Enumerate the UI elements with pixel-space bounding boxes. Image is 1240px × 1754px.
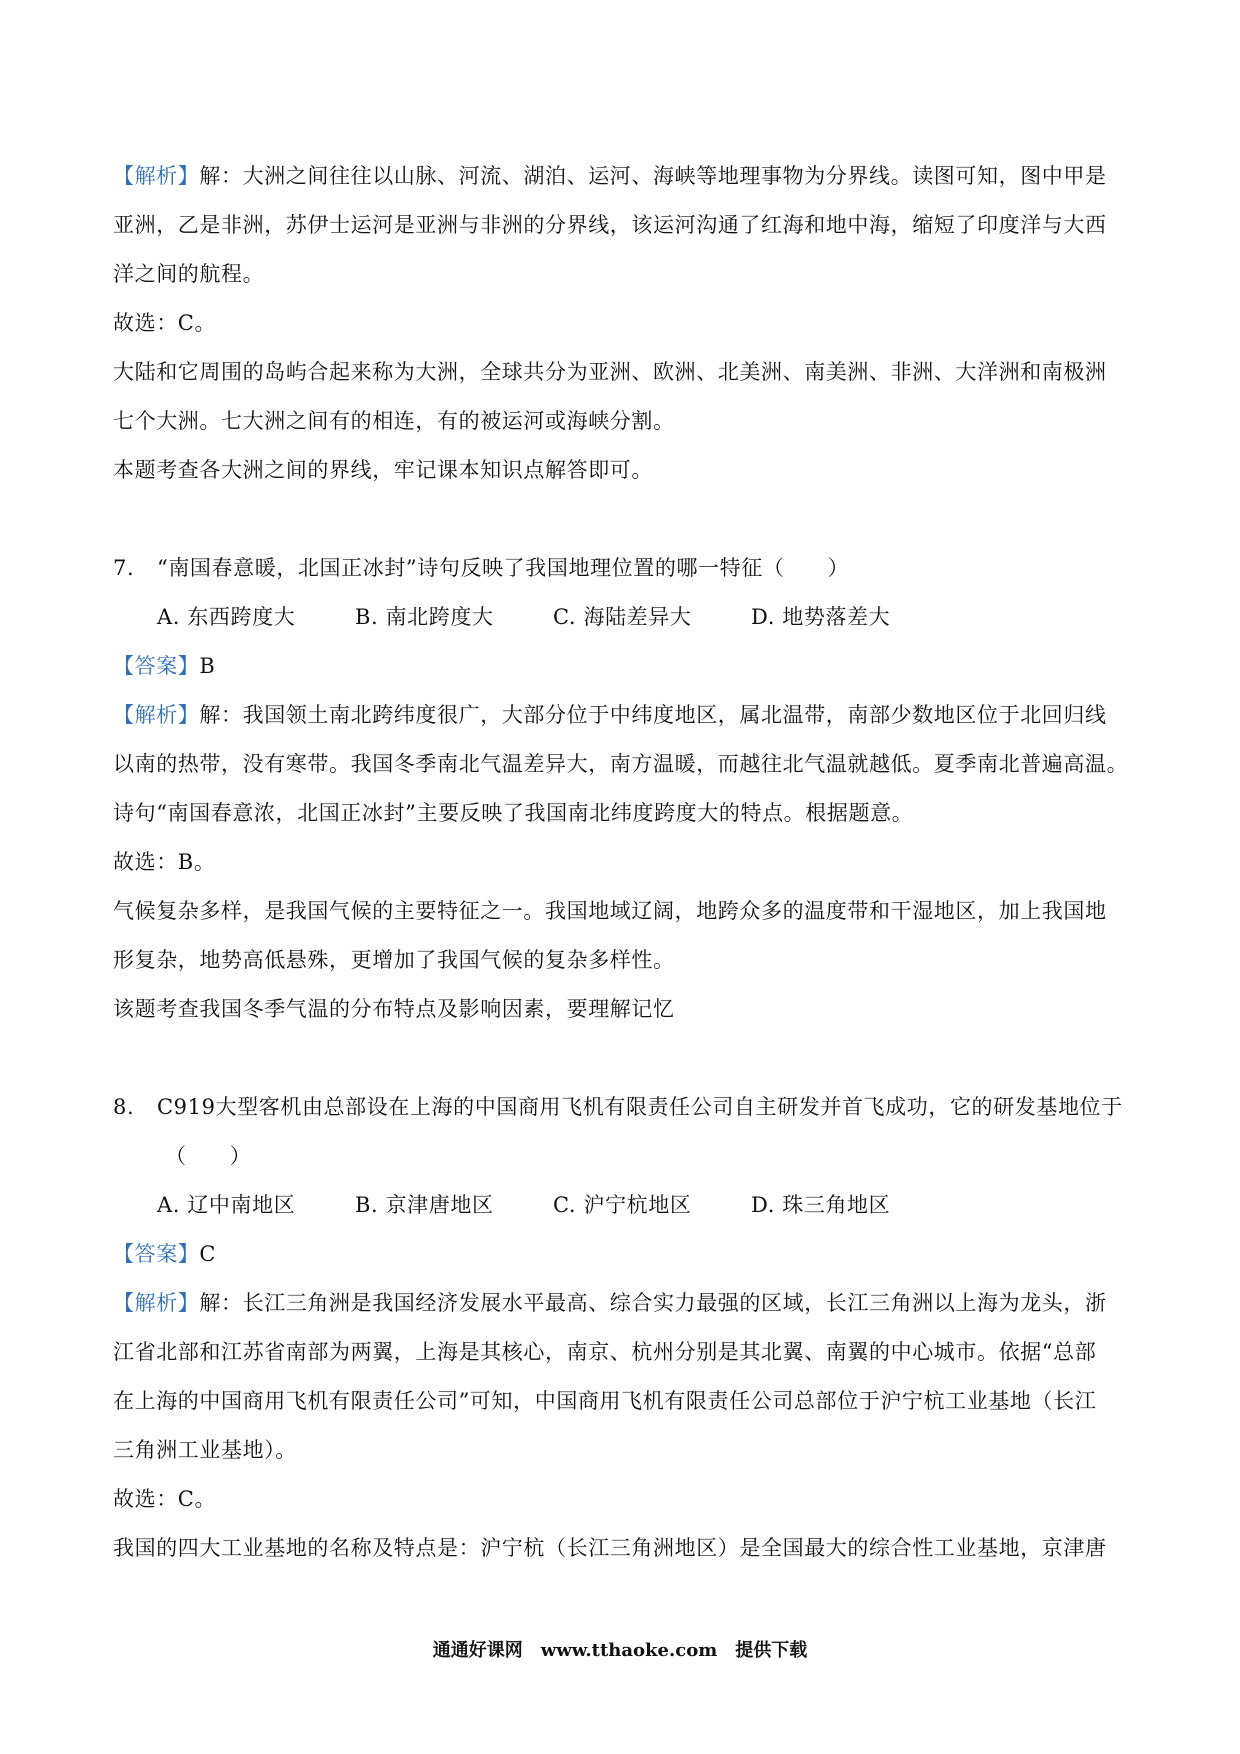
document-page [113, 152, 1133, 1573]
option-b: B. 南北跨度大 [355, 605, 494, 629]
q6-analysis-line-1: 【解析】解：大洲之间往往以山脉、河流、湖泊、运河、海峡等地理事物为分界线。读图可知，图中甲是 [113, 164, 1107, 188]
option-c: C. 沪宁杭地区 [553, 1193, 692, 1217]
q6-note-line-1: 大陆和它周围的岛屿合起来称为大洲，全球共分为亚洲、欧洲、北美洲、南美洲、非洲、大洋洲和南极洲 [113, 360, 1107, 384]
q8-answer [113, 1230, 1133, 1279]
q8-options [113, 1181, 1133, 1230]
option-c: C. 海陆差异大 [553, 605, 692, 629]
q6-note-line-2: 七个大洲。七大洲之间有的相连，有的被运河或海峡分割。 [113, 409, 675, 433]
option-d: D. 地势落差大 [751, 605, 891, 629]
q8-question-line-1: 8. C919大型客机由总部设在上海的中国商用飞机有限责任公司自主研发并首飞成功，它的研发基地位于 [113, 1083, 1133, 1132]
q7-answer [113, 642, 1133, 691]
option-b: B. 京津唐地区 [355, 1193, 494, 1217]
option-a: A. 东西跨度大 [157, 605, 296, 629]
question-number: 8. [113, 1095, 135, 1119]
q6-analysis-line-2: 亚洲，乙是非洲，苏伊士运河是亚洲与非洲的分界线，该运河沟通了红海和地中海，缩短了印度洋与大西 [113, 213, 1107, 237]
option-a: A. 辽中南地区 [157, 1193, 296, 1217]
q7-analysis-line-3: 诗句“南国春意浓，北国正冰封”主要反映了我国南北纬度跨度大的特点。根据题意。 [113, 801, 914, 825]
q7-note-line-3: 该题考查我国冬季气温的分布特点及影响因素，要理解记忆 [113, 997, 675, 1021]
option-d: D. 珠三角地区 [751, 1193, 891, 1217]
analysis-tag: 【解析】 [113, 703, 200, 727]
q6-note-line-3: 本题考查各大洲之间的界线，牢记课本知识点解答即可。 [113, 458, 653, 482]
q6-analysis-line-3: 洋之间的航程。 [113, 262, 265, 286]
answer-tag: 【答案】 [113, 654, 200, 678]
q7-question: 7. “南国春意暖，北国正冰封”诗句反映了我国地理位置的哪一特征（ ） [113, 544, 1133, 593]
spacer [113, 495, 1133, 544]
q7-analysis-line-2: 以南的热带，没有寒带。我国冬季南北气温差异大，南方温暖，而越往北气温就越低。夏季南北普遍高温。 [113, 752, 1129, 776]
q8-analysis-line-4: 三角洲工业基地）。 [113, 1438, 297, 1462]
answer-value: B [199, 654, 216, 678]
q7-analysis-line-1: 【解析】解：我国领土南北跨纬度很广，大部分位于中纬度地区，属北温带，南部少数地区位于北回归线 [113, 703, 1107, 727]
q7-note-line-2: 形复杂，地势高低悬殊，更增加了我国气候的复杂多样性。 [113, 948, 675, 972]
page-footer: 通通好课网 www.tthaoke.com 提供下载 [432, 1640, 808, 1661]
q8-analysis-line-3: 在上海的中国商用飞机有限责任公司”可知，中国商用飞机有限责任公司总部位于沪宁杭工业基地（长江 [113, 1389, 1097, 1413]
q7-options [113, 593, 1133, 642]
question-number: 7. [113, 556, 135, 580]
q6-choice: 故选：C。 [113, 311, 217, 335]
answer-tag: 【答案】 [113, 1242, 200, 1266]
analysis-tag: 【解析】 [113, 164, 200, 188]
q8-choice: 故选：C。 [113, 1487, 217, 1511]
q8-note-line-1: 我国的四大工业基地的名称及特点是：沪宁杭（长江三角洲地区）是全国最大的综合性工业基地，京津唐 [113, 1536, 1107, 1560]
analysis-tag: 【解析】 [113, 1291, 200, 1315]
spacer [113, 1034, 1133, 1083]
q8-question-line-2: （ ） [165, 1144, 252, 1168]
q8-analysis-line-2: 江省北部和江苏省南部为两翼，上海是其核心，南京、杭州分别是其北翼、南翼的中心城市。依据“总部 [113, 1340, 1097, 1364]
q7-note-line-1: 气候复杂多样，是我国气候的主要特征之一。我国地域辽阔，地跨众多的温度带和干湿地区，加上我国地 [113, 899, 1107, 923]
answer-value: C [199, 1242, 217, 1266]
q8-analysis-line-1: 【解析】解：长江三角洲是我国经济发展水平最高、综合实力最强的区域，长江三角洲以上海为龙头，浙 [113, 1291, 1107, 1315]
q7-choice: 故选：B。 [113, 850, 216, 874]
